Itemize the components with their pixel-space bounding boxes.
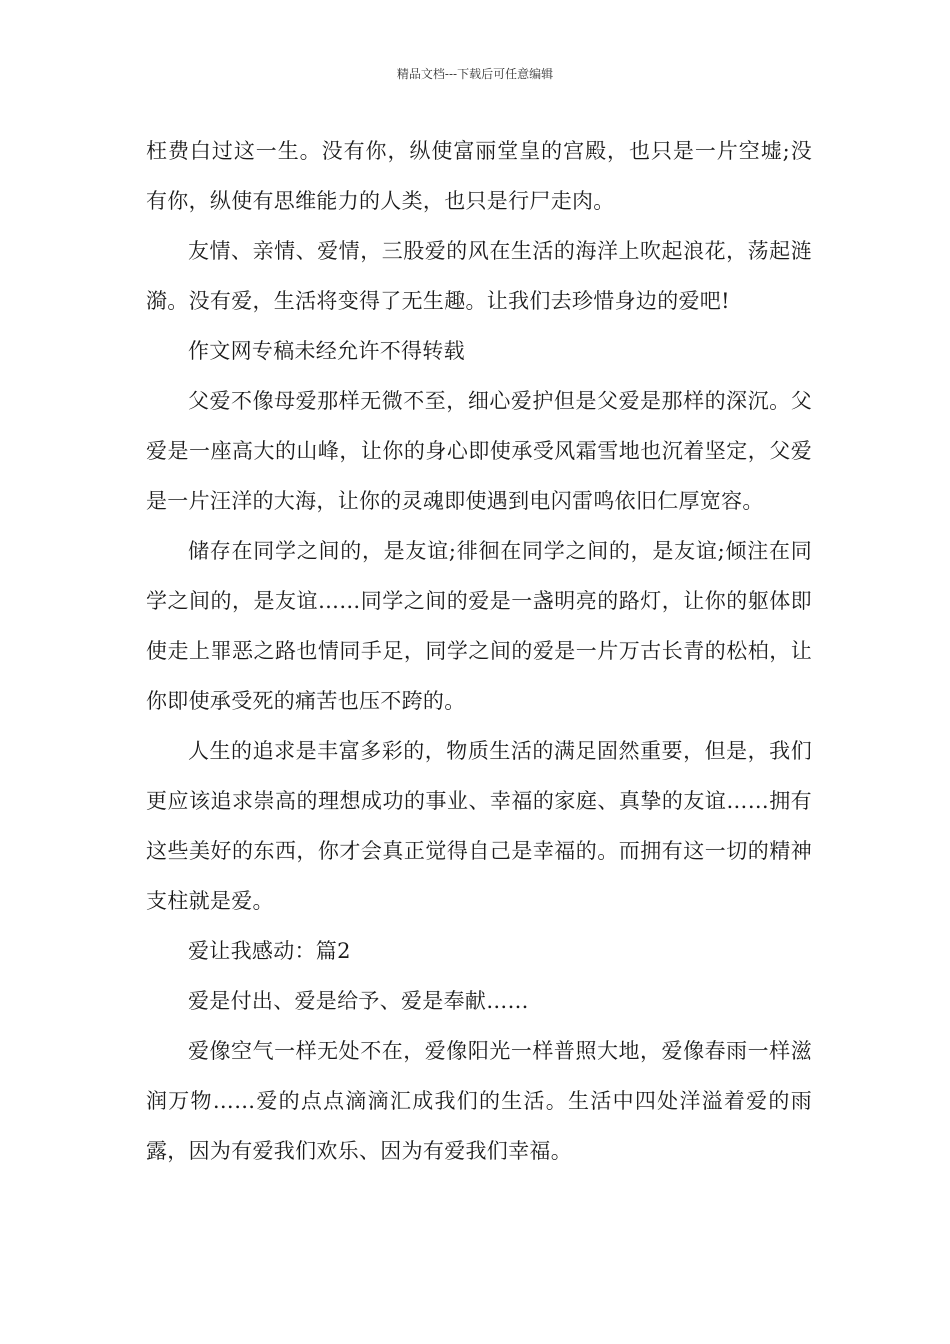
document-body [146, 126, 812, 1176]
paragraph-4: 父爱不像母爱那样无微不至，细心爱护但是父爱是那样的深沉。父爱是一座高大的山峰，让你的身心即使承受风霜雪地也沉着坚定，父爱是一片汪洋的大海，让你的灵魂即使遇到电闪雷鸣依旧仁厚宽容。 [146, 389, 812, 513]
paragraph-1: 枉费白过这一生。没有你，纵使富丽堂皇的宫殿，也只是一片空墟;没有你，纵使有思维能力的人类，也只是行尸走肉。 [146, 139, 812, 213]
section-heading: 爱让我感动：篇2 [188, 939, 351, 963]
paragraph-3: 作文网专稿未经允许不得转载 [188, 339, 465, 363]
paragraph-5: 储存在同学之间的，是友谊;徘徊在同学之间的，是友谊;倾注在同学之间的，是友谊……同学之间的爱是一盏明亮的路灯，让你的躯体即使走上罪恶之路也情同手足，同学之间的爱是一片万古长青的松柏，让你即使承受死的痛苦也压不跨的。 [146, 539, 812, 713]
paragraph-6: 人生的追求是丰富多彩的，物质生活的满足固然重要，但是，我们更应该追求崇高的理想成功的事业、幸福的家庭、真挚的友谊……拥有这些美好的东西，你才会真正觉得自己是幸福的。而拥有这一切的精神支柱就是爱。 [146, 739, 812, 913]
paragraph-8: 爱是付出、爱是给予、爱是奉献…… [188, 989, 529, 1013]
paragraph-9: 爱像空气一样无处不在，爱像阳光一样普照大地，爱像春雨一样滋润万物……爱的点点滴滴汇成我们的生活。生活中四处洋溢着爱的雨露，因为有爱我们欢乐、因为有爱我们幸福。 [146, 1039, 812, 1163]
page-header: 精品文档---下载后可任意编辑 [396, 67, 554, 81]
paragraph-2: 友情、亲情、爱情，三股爱的风在生活的海洋上吹起浪花，荡起涟漪。没有爱，生活将变得了无生趣。让我们去珍惜身边的爱吧! [146, 239, 812, 313]
